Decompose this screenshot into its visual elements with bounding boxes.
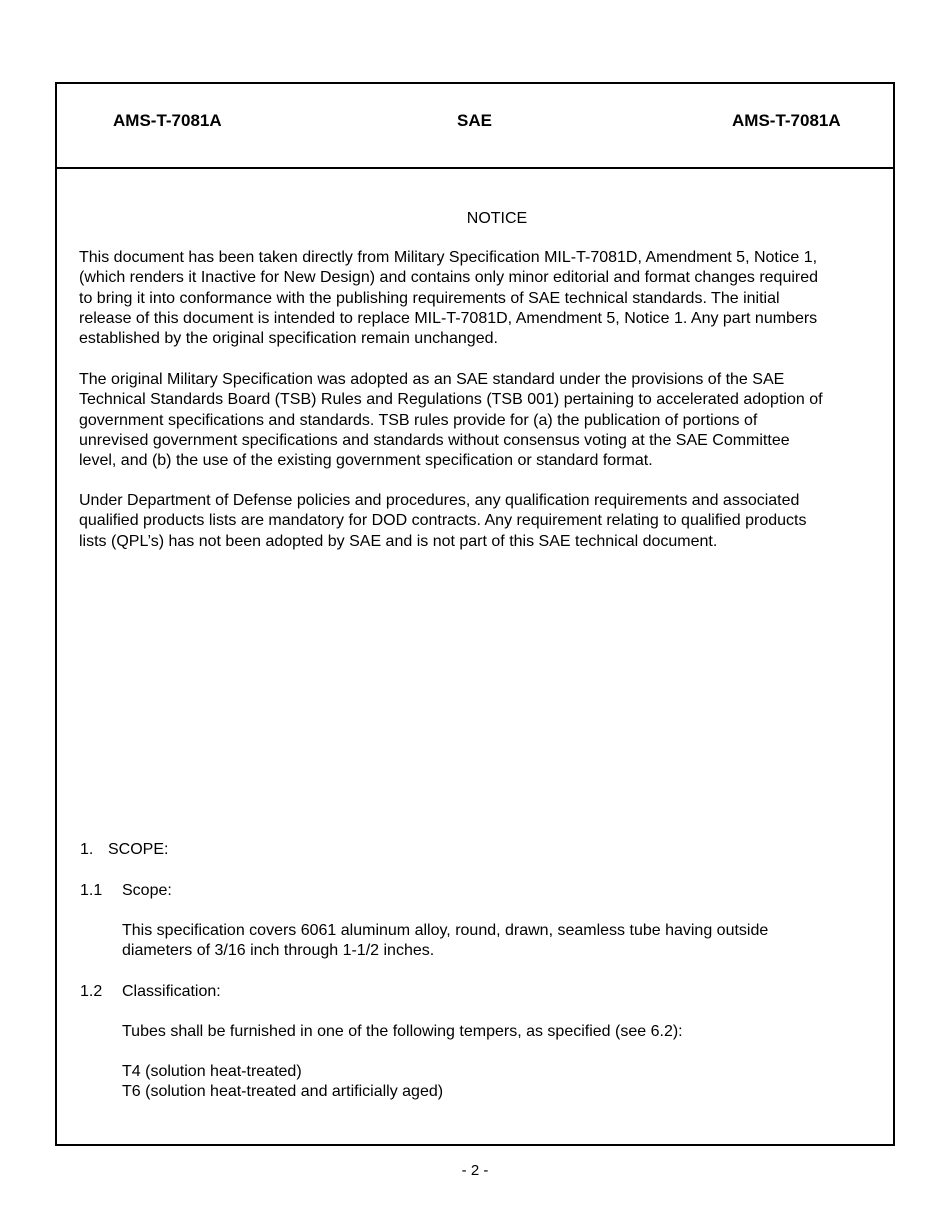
header-org: SAE: [457, 111, 492, 130]
paragraph-line: government specifications and standards. TSB rules provide for (a) the publication of portions of: [79, 411, 758, 429]
paragraph-line: Under Department of Defense policies and procedures, any qualification requirements and associated: [79, 492, 800, 509]
paragraph-line: Technical Standards Board (TSB) Rules and Regulations (TSB 001) pertaining to accelerated adoption of: [79, 391, 823, 409]
temper-item: T6 (solution heat-treated and artificially aged): [122, 1083, 444, 1101]
temper-list: [122, 1062, 443, 1103]
paragraph-line: to bring it into conformance with the publishing requirements of SAE technical standards. The initial: [79, 289, 780, 307]
page-number: - 2 -: [461, 1162, 489, 1179]
paragraph-line: release of this document is intended to replace MIL-T-7081D, Amendment 5, Notice 1. Any part numbers: [79, 309, 818, 327]
paragraph-line: This document has been taken directly from Military Specification MIL-T-7081D, Amendment 5, Notice 1,: [79, 249, 818, 266]
paragraph-line: qualified products lists are mandatory for DOD contracts. Any requirement relating to qualified products: [79, 512, 807, 530]
section-1-2-body: Tubes shall be furnished in one of the following tempers, as specified (see 6.2):: [122, 1023, 683, 1040]
paragraph-line: lists (QPL’s) has not been adopted by SAE and is not part of this SAE technical document.: [79, 532, 718, 550]
section-1-2-title: Classification:: [122, 983, 221, 1000]
notice-paragraph-2: [79, 370, 879, 471]
paragraph-line: established by the original specification remain unchanged.: [79, 330, 498, 348]
paragraph-line: This specification covers 6061 aluminum alloy, round, drawn, seamless tube having outside: [122, 922, 769, 939]
header-doc-number-left: AMS-T-7081A: [113, 111, 222, 130]
section-1-title: SCOPE:: [108, 841, 169, 858]
header-doc-number-right: AMS-T-7081A: [732, 111, 841, 130]
temper-item: T4 (solution heat-treated): [122, 1063, 302, 1080]
document-header: [57, 84, 893, 169]
paragraph-line: unrevised government specifications and standards without consensus voting at the SAE Committee: [79, 431, 790, 449]
paragraph-line: diameters of 3/16 inch through 1-1/2 inches.: [122, 942, 435, 960]
page-frame: [55, 82, 895, 1146]
paragraph-line: level, and (b) the use of the existing government specification or standard format.: [79, 452, 653, 470]
paragraph-line: (which renders it Inactive for New Design) and contains only minor editorial and format changes required: [79, 269, 819, 287]
section-1-2-number: 1.2: [80, 983, 103, 1000]
notice-title: NOTICE: [466, 210, 528, 227]
paragraph-line: The original Military Specification was adopted as an SAE standard under the provisions of the SAE: [79, 371, 785, 388]
section-1-1-body: [122, 921, 768, 962]
notice-paragraph-3: [79, 491, 879, 552]
section-1-1-title: Scope:: [122, 882, 172, 899]
section-1-1-number: 1.1: [80, 882, 103, 899]
notice-paragraph-1: [79, 248, 879, 349]
section-1-number: 1.: [80, 841, 94, 858]
